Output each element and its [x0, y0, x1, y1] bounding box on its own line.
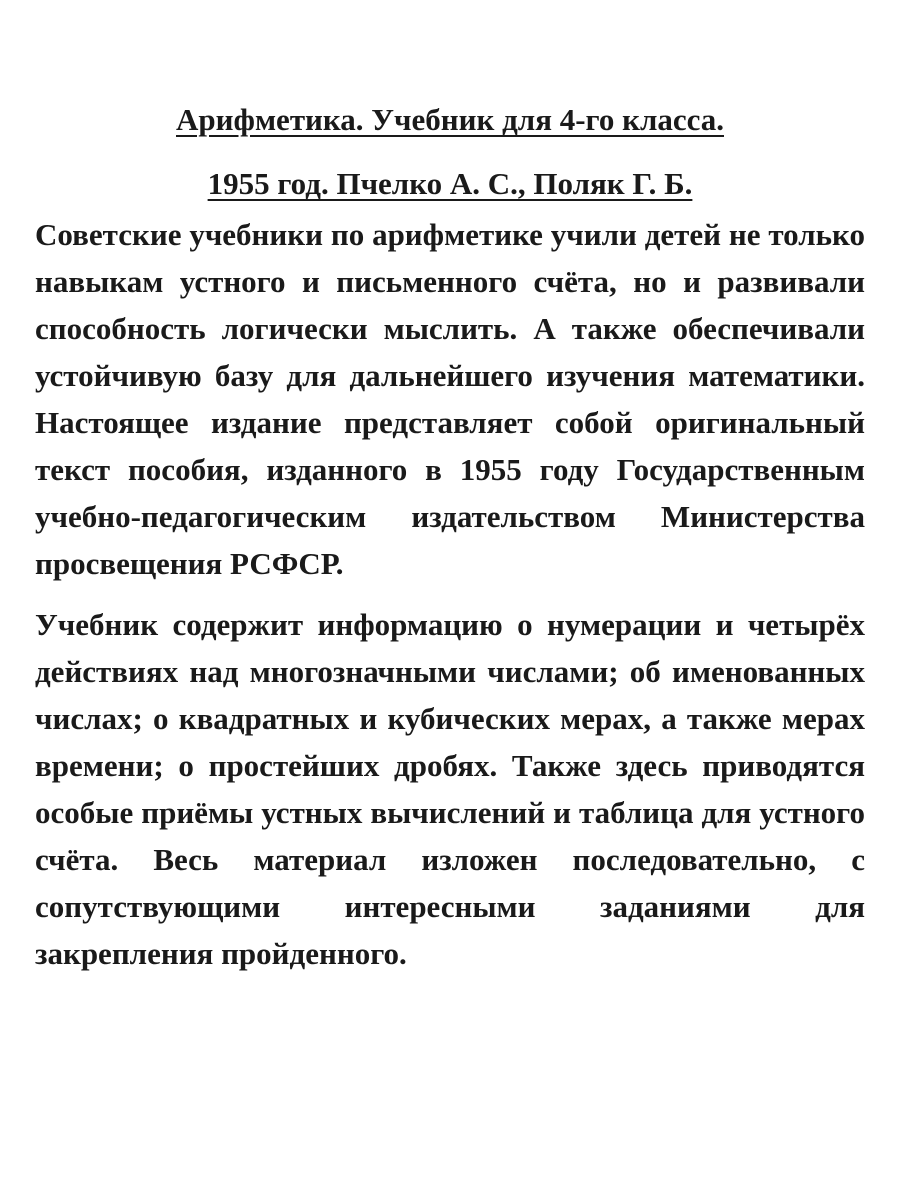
title-line-2: 1955 год. Пчелко А. С., Поляк Г. Б. [207, 166, 693, 201]
document-subtitle [35, 162, 865, 206]
document-title [35, 98, 865, 142]
paragraph-intro: Советские учебники по арифметике учили детей не только навыкам устного и письменного счёта, но и развивали способность логически мыслить. А также обеспечивали устойчивую базу для дальнейшего изучения математики. Настоящее издание представляет собой оригинальный текст пособия, изданного в 1955 году Государственным учебно-педагогическим издательством Министерства просвещения РСФСР. [35, 217, 865, 581]
title-line-1: Арифметика. Учебник для 4-го класса. [176, 102, 724, 137]
document-page [35, 98, 865, 977]
paragraph-contents: Учебник содержит информацию о нумерации и четырёх действиях над многозначными числами; об именованных числах; о квадратных и кубических мерах, а также мерах времени; о простейших дробях. Также здесь приводятся особые приёмы устных вычислений и таблица для устного счёта. Весь материал изложен последовательно, с сопутствующими интересными заданиями для закрепления пройденного. [35, 607, 865, 971]
